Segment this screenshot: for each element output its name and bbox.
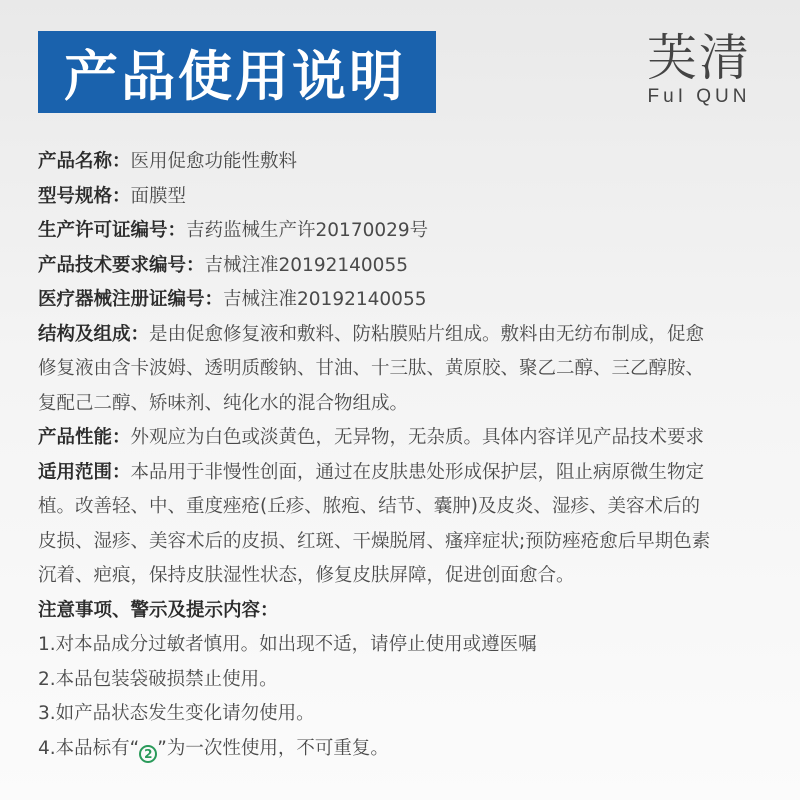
field-license-number (38, 214, 778, 249)
field-value: 吉械注准20192140055 (204, 254, 408, 276)
field-value: 面膜型 (130, 185, 187, 207)
note-item-4 (38, 732, 778, 767)
scope-text-line1: 本品用于非慢性创面，通过在皮肤患处形成保护层，阻止病原微生物定 (130, 461, 705, 483)
note-item-3: 3.如产品状态发生变化请勿使用。 (38, 703, 315, 724)
structure-text-line2: 修复液由含卡波姆、透明质酸钠、甘油、十三肽、黄原胶、聚乙二醇、三乙醇胺、 (38, 358, 705, 379)
notes-heading: 注意事项、警示及提示内容： (38, 599, 279, 621)
title-banner (38, 31, 436, 113)
field-label: 型号规格： (38, 185, 131, 207)
field-value: 吉械注准20192140055 (223, 289, 427, 310)
scope-text-line4: 沉着、疤痕，保持皮肤湿性状态，修复皮肤屏障，促进创面愈合。 (38, 565, 575, 586)
field-value: 吉药监械生产许20170029号 (186, 220, 429, 241)
structure-text-line1: 是由促愈修复液和敷料、防粘膜贴片组成。敷料由无纺布制成，促愈 (149, 323, 705, 345)
performance-text: 外观应为白色或淡黄色，无异物，无杂质。具体内容详见产品技术要求 (130, 427, 705, 448)
performance-label: 产品性能： (38, 427, 131, 448)
note-item-1: 1.对本品成分过敏者慎用。如出现不适，请停止使用或遵医嘱 (38, 634, 537, 655)
scope-text-line3: 皮损、湿疹、美容术后的皮损、红斑、干燥脱屑、瘙痒症状;预防痤疮愈后早期色素 (38, 530, 711, 552)
scope-label: 适用范围： (38, 461, 131, 483)
scope-section (38, 456, 778, 491)
structure-label: 结构及组成： (38, 323, 150, 345)
field-value: 医用促愈功能性敷料 (130, 151, 298, 172)
field-label: 医疗器械注册证编号： (38, 289, 224, 310)
logo-chinese: 芙清 (647, 29, 751, 87)
field-tech-requirement-number (38, 249, 778, 284)
field-label: 产品技术要求编号： (38, 254, 205, 276)
brand-logo (634, 30, 764, 108)
page-title: 产品使用说明 (64, 44, 406, 108)
structure-section (38, 318, 778, 353)
field-model (38, 180, 778, 215)
field-label: 生产许可证编号： (38, 220, 187, 241)
note-item-2: 2.本品包装袋破损禁止使用。 (38, 668, 278, 690)
field-product-name (38, 145, 778, 180)
structure-text-line3: 复配己二醇、矫味剂、纯化水的混合物组成。 (38, 392, 409, 414)
performance-section (38, 421, 778, 456)
note-item-4-suffix: ”为一次性使用，不可重复。 (157, 737, 389, 759)
field-registration-number (38, 283, 778, 318)
single-use-symbol-icon: 2 (139, 745, 157, 763)
note-item-4-prefix: 4.本品标有“ (38, 737, 140, 759)
logo-english: FuI QUN (647, 86, 751, 107)
instructions-body (38, 145, 778, 766)
scope-text-line2: 植。改善轻、中、重度痤疮(丘疹、脓疱、结节、囊肿)及皮炎、湿疹、美容术后的 (38, 496, 700, 517)
field-label: 产品名称： (38, 151, 131, 172)
